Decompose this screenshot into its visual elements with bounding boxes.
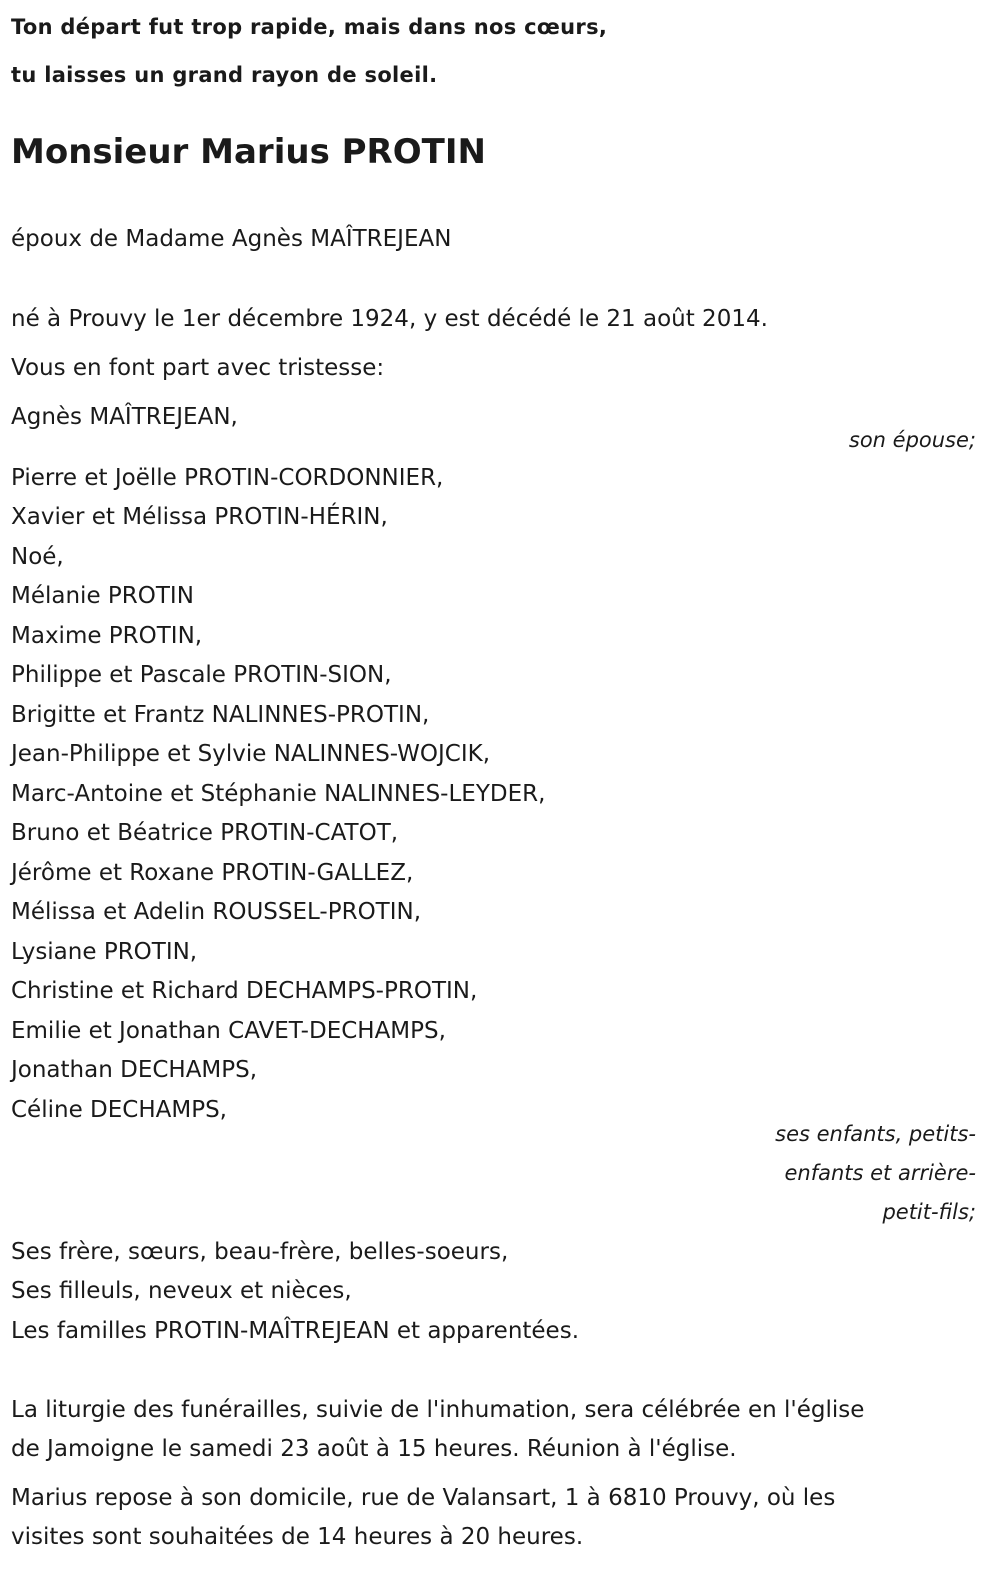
visitation-line-1: Marius repose à son domicile, rue de Valansart, 1 à 6810 Prouvy, où les — [11, 1485, 836, 1511]
child-name: Christine et Richard DECHAMPS-PROTIN, — [11, 978, 478, 1004]
child-name: Jonathan DECHAMPS, — [11, 1057, 258, 1083]
other-family-line: Les familles PROTIN-MAÎTREJEAN et apparentées. — [11, 1318, 580, 1344]
child-name: Lysiane PROTIN, — [11, 939, 198, 965]
child-name: Noé, — [11, 544, 64, 570]
other-family-line: Ses filleuls, neveux et nièces, — [11, 1278, 352, 1304]
spouse-name: Agnès MAÎTREJEAN, — [11, 404, 238, 430]
funeral-line-2: de Jamoigne le samedi 23 août à 15 heures. Réunion à l'église. — [11, 1436, 737, 1462]
child-name: Pierre et Joëlle PROTIN-CORDONNIER, — [11, 465, 444, 491]
children-role-line: petit-fils; — [882, 1200, 976, 1224]
child-name: Jean-Philippe et Sylvie NALINNES-WOJCIK, — [11, 741, 491, 767]
children-role — [736, 1115, 976, 1232]
spouse-line: époux de Madame Agnès MAÎTREJEAN — [11, 226, 452, 252]
birth-death-line: né à Prouvy le 1er décembre 1924, y est décédé le 21 août 2014. — [11, 306, 768, 332]
child-name: Jérôme et Roxane PROTIN-GALLEZ, — [11, 860, 414, 886]
child-name: Mélissa et Adelin ROUSSEL-PROTIN, — [11, 899, 422, 925]
visitation-line-2: visites sont souhaitées de 14 heures à 20 heures. — [11, 1524, 584, 1550]
child-name: Philippe et Pascale PROTIN-SION, — [11, 662, 392, 688]
children-role-line: enfants et arrière- — [784, 1161, 976, 1185]
child-name: Maxime PROTIN, — [11, 623, 203, 649]
child-name: Bruno et Béatrice PROTIN-CATOT, — [11, 820, 399, 846]
announcement-intro: Vous en font part avec tristesse: — [11, 355, 385, 381]
spouse-role-text: son épouse; — [848, 428, 976, 452]
child-name: Xavier et Mélissa PROTIN-HÉRIN, — [11, 504, 388, 530]
epigraph-line-1: Ton départ fut trop rapide, mais dans nos cœurs, — [11, 15, 608, 39]
child-name: Céline DECHAMPS, — [11, 1097, 227, 1123]
epigraph-line-2: tu laisses un grand rayon de soleil. — [11, 63, 438, 87]
child-name: Mélanie PROTIN — [11, 583, 194, 609]
child-name: Brigitte et Frantz NALINNES-PROTIN, — [11, 702, 430, 728]
child-name: Emilie et Jonathan CAVET-DECHAMPS, — [11, 1018, 446, 1044]
deceased-name: Monsieur Marius PROTIN — [11, 132, 486, 172]
funeral-line-1: La liturgie des funérailles, suivie de l'inhumation, sera célébrée en l'église — [11, 1397, 865, 1423]
child-name: Marc-Antoine et Stéphanie NALINNES-LEYDER, — [11, 781, 546, 807]
other-family-line: Ses frère, sœurs, beau-frère, belles-soeurs, — [11, 1239, 509, 1265]
children-role-line: ses enfants, petits- — [775, 1122, 976, 1146]
spouse-role — [736, 421, 976, 460]
